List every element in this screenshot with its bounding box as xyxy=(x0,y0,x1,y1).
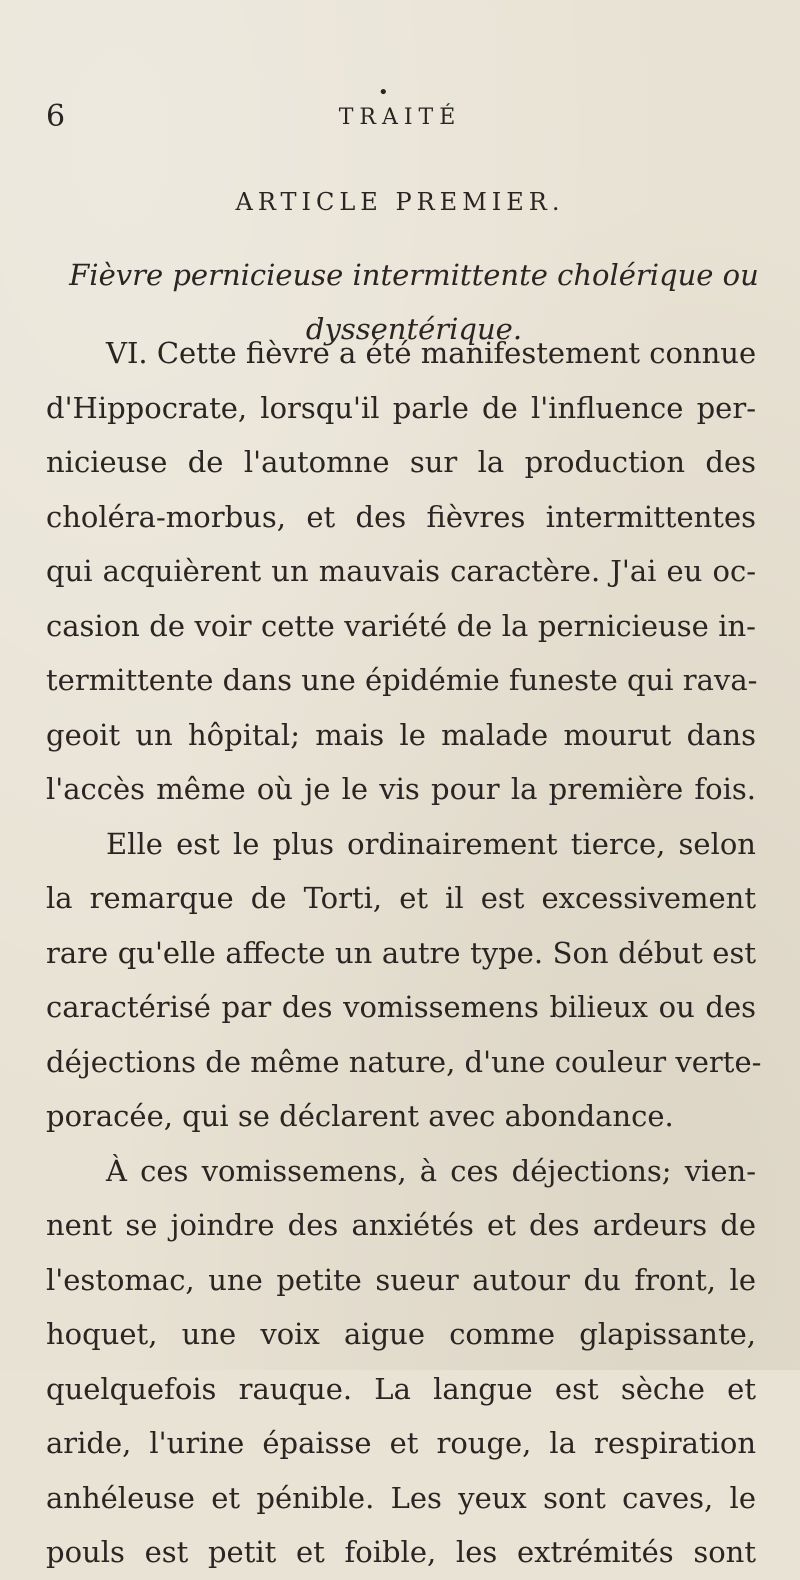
text-line: la remarque de Torti, et il est excessivement xyxy=(46,881,756,915)
body-text xyxy=(46,326,762,1580)
text-line: poracée, qui se déclarent avec abondance. xyxy=(46,1099,674,1133)
page-header xyxy=(0,84,800,134)
text-line: choléra-morbus, et des fièvres intermittentes xyxy=(46,499,756,534)
text-line: quelquefois rauque. La langue est sèche et xyxy=(46,1371,756,1406)
text-line: nent se joindre des anxiétés et des ardeurs de xyxy=(46,1208,756,1242)
text-line: d'Hippocrate, lorsqu'il parle de l'influence per- xyxy=(46,390,756,425)
text-line: aride, l'urine épaisse et rouge, la respiration xyxy=(46,1426,756,1460)
text-line: geoit un hôpital; mais le malade mourut dans xyxy=(46,717,756,752)
subtitle-line: Fièvre pernicieuse intermittente cholérique ou xyxy=(69,258,759,292)
text-line: caractérisé par des vomissemens bilieux ou des xyxy=(46,990,756,1024)
text-line: À ces vomissemens, à ces déjections; vien- xyxy=(106,1153,756,1188)
text-line: VI. Cette fièvre a été manifestement connue xyxy=(106,336,757,370)
text-line: l'estomac, une petite sueur autour du front, le xyxy=(46,1262,756,1297)
subtitle-line: dyssentérique. xyxy=(305,312,523,346)
text-line: pouls est petit et foible, les extrémités sont xyxy=(46,1535,756,1569)
page-number: 6 xyxy=(46,99,66,134)
text-line: Elle est le plus ordinairement tierce, selon xyxy=(106,826,756,861)
text-line: nicieuse de l'automne sur la production des xyxy=(46,445,756,479)
text-line: termittente dans une épidémie funeste qui rava- xyxy=(46,663,758,697)
text-line: casion de voir cette variété de la pernicieuse in- xyxy=(46,608,756,643)
running-head: TRAITÉ xyxy=(338,105,462,130)
text-line: qui acquièrent un mauvais caractère. J'ai eu oc- xyxy=(46,554,756,588)
text-line: anhéleuse et pénible. Les yeux sont caves, le xyxy=(46,1480,756,1515)
text-line: déjections de même nature, d'une couleur verte- xyxy=(46,1044,762,1079)
text-line: hoquet, une voix aigue comme glapissante, xyxy=(46,1317,756,1351)
text-line: l'accès même où je le vis pour la première fois. xyxy=(46,772,756,806)
article-title: ARTICLE PREMIER. xyxy=(235,188,565,216)
text-line: rare qu'elle affecte un autre type. Son début est xyxy=(46,935,756,970)
ornament-mark: • xyxy=(378,82,389,103)
